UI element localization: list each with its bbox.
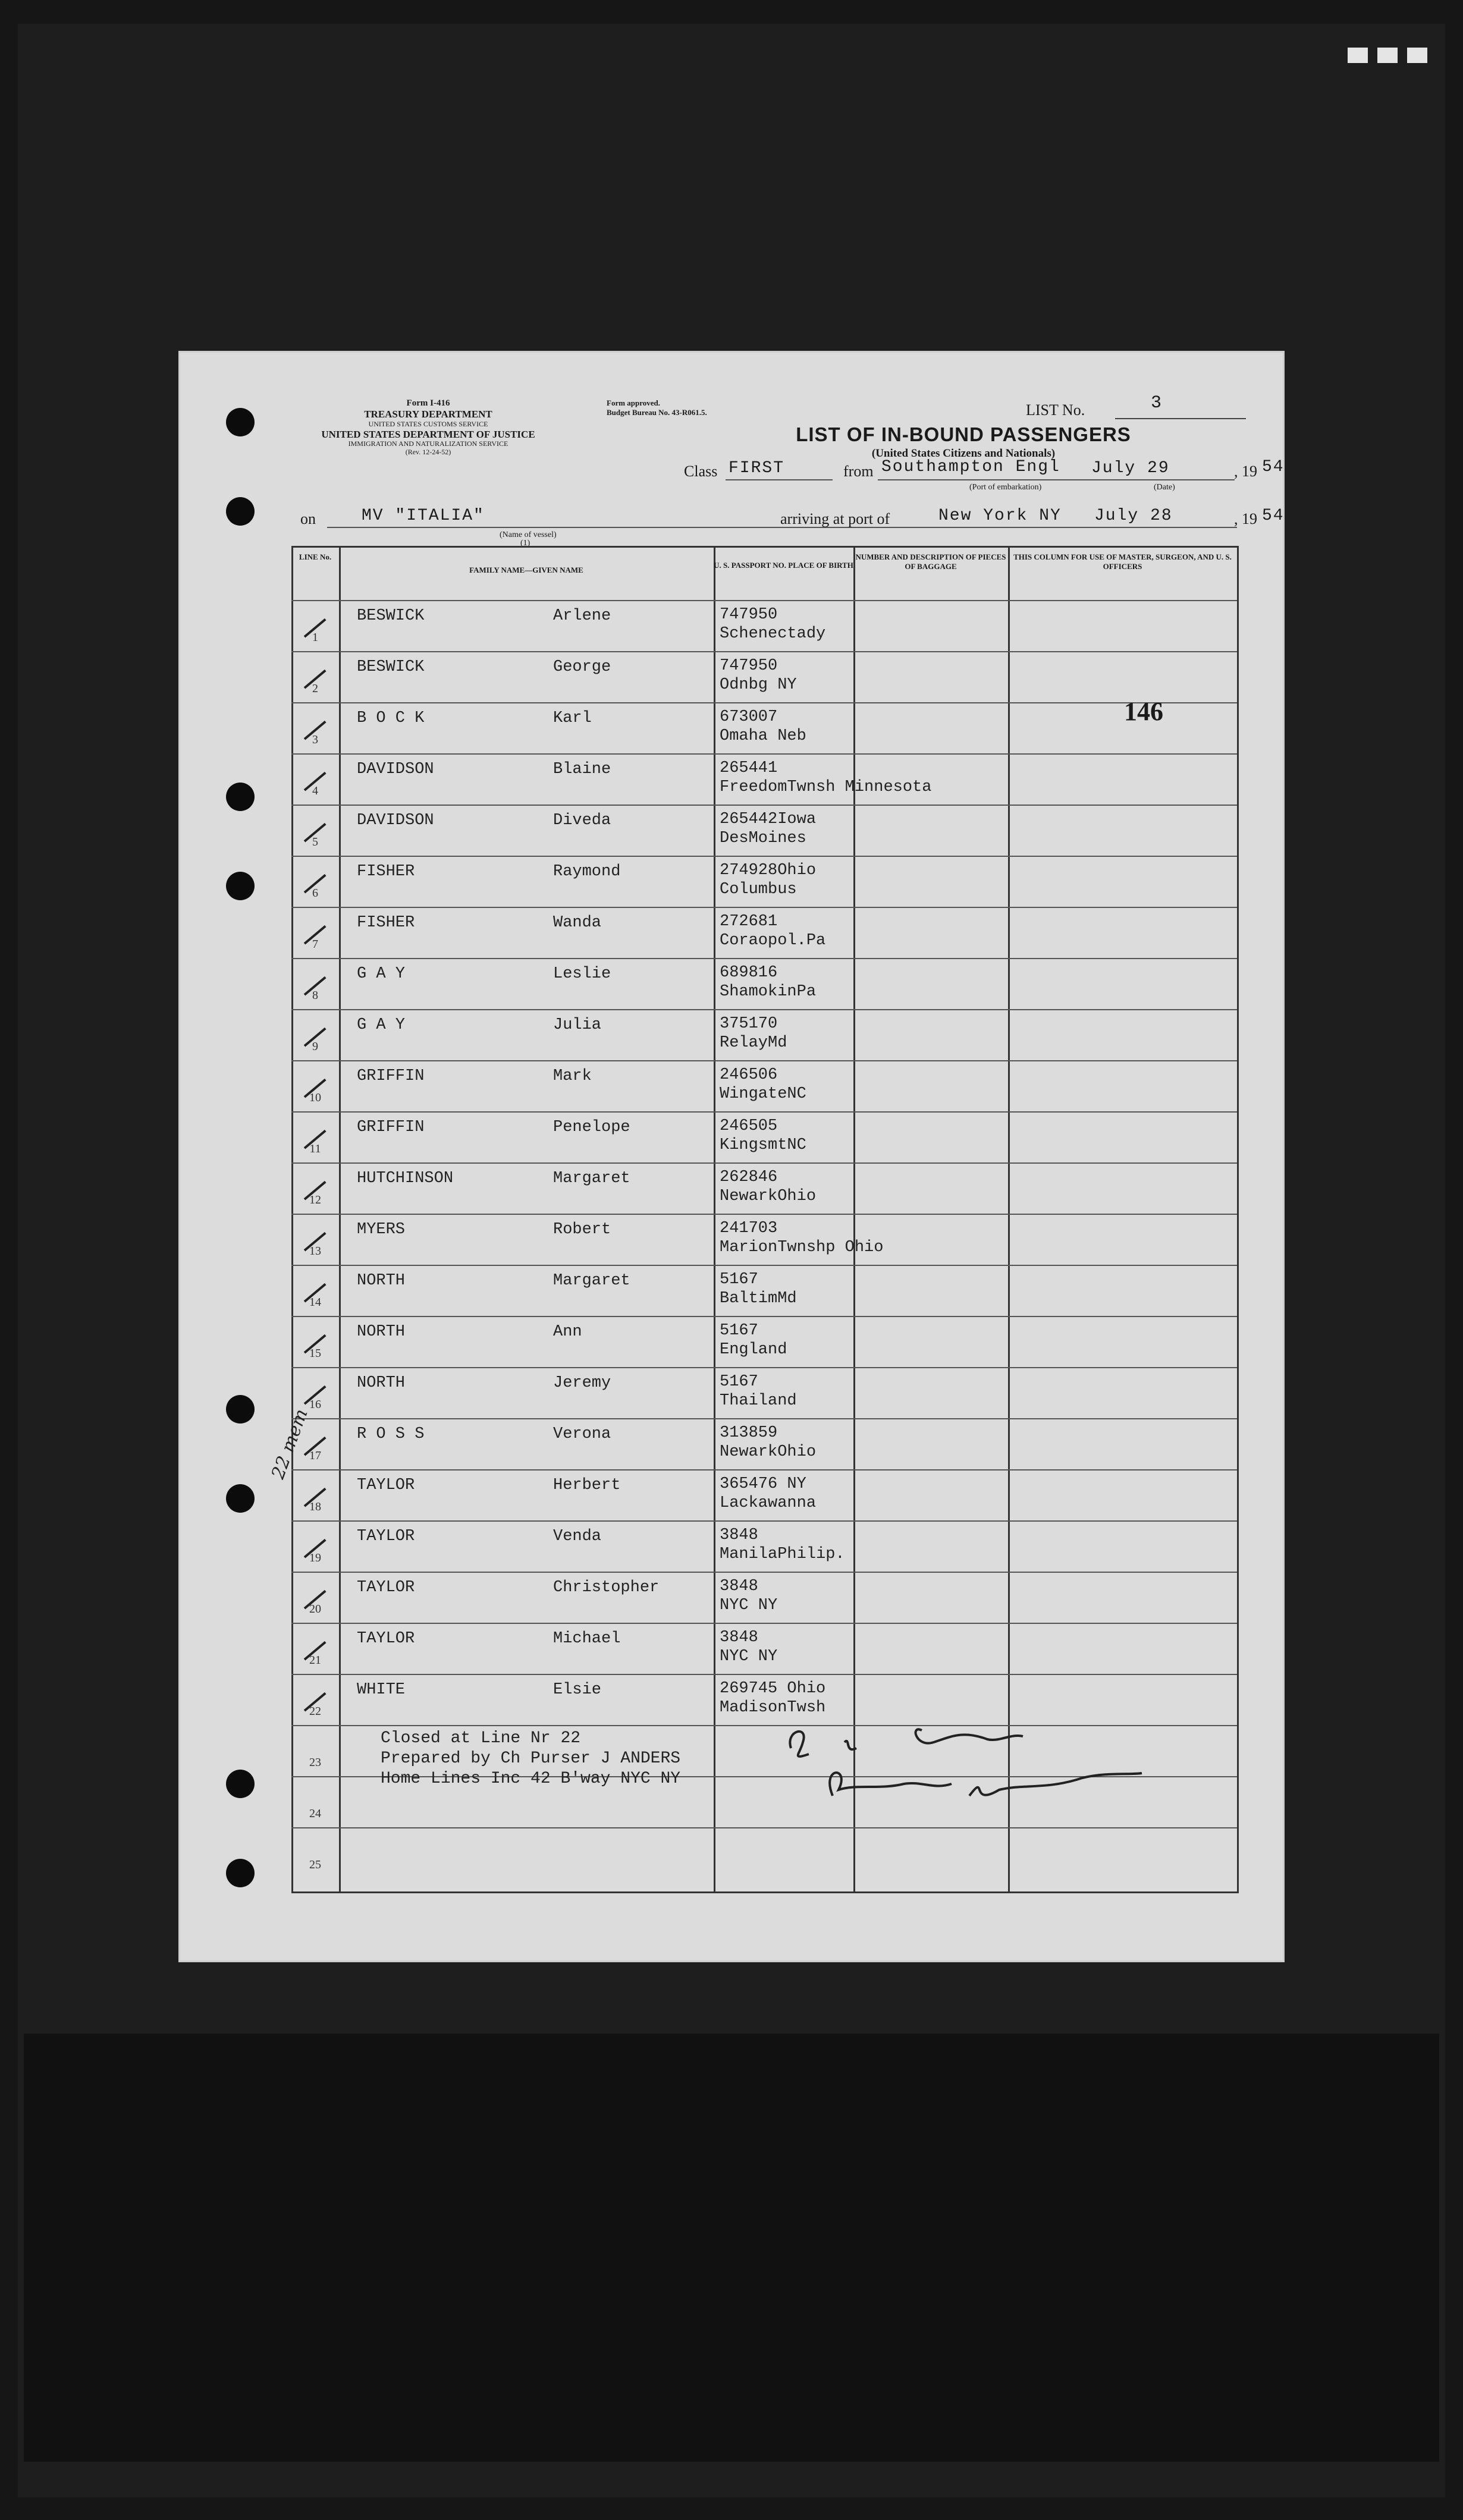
given-name: Arlene — [553, 607, 611, 625]
given-name: Julia — [553, 1016, 602, 1034]
arriving-label: arriving at port of — [780, 510, 890, 527]
passport-number: 375170 — [720, 1015, 778, 1033]
place-of-birth: NYC NY — [720, 1597, 778, 1614]
place-of-birth: Columbus — [720, 881, 797, 898]
line-number: 6 — [312, 887, 318, 900]
table-row — [291, 1367, 1237, 1419]
place-of-birth: Thailand — [720, 1392, 797, 1410]
given-name: Robert — [553, 1221, 611, 1239]
table-row — [291, 1060, 1237, 1113]
customs-service: UNITED STATES CUSTOMS SERVICE — [368, 419, 488, 428]
col-baggage: NUMBER AND DESCRIPTION OF PIECES OF BAGGAGE — [855, 552, 1006, 571]
place-of-birth: NewarkOhio — [720, 1187, 817, 1205]
passport-number: 747950 — [720, 657, 778, 675]
line-number: 11 — [309, 1142, 321, 1155]
place-of-birth: Omaha Neb — [720, 727, 806, 745]
passport-number: 241703 — [720, 1220, 778, 1237]
place-of-birth: KingsmtNC — [720, 1136, 806, 1154]
place-of-birth: Lackawanna — [720, 1494, 817, 1512]
family-name: WHITE — [357, 1681, 406, 1699]
table-row — [291, 600, 1237, 652]
class-value: FIRST — [729, 459, 785, 477]
punch-hole — [226, 872, 255, 900]
vessel-name: MV "ITALIA" — [362, 507, 485, 525]
given-name: Penelope — [553, 1118, 630, 1136]
passport-number: 5167 — [720, 1322, 758, 1340]
given-name: Raymond — [553, 863, 621, 881]
line-number: 5 — [312, 835, 318, 849]
given-name: George — [553, 658, 611, 676]
place-of-birth: ManilaPhilip. — [720, 1545, 845, 1563]
family-name: MYERS — [357, 1221, 406, 1239]
table-row — [291, 651, 1237, 703]
table-row — [291, 1162, 1237, 1215]
table-row — [291, 753, 1237, 806]
arrival-port: New York NY — [938, 507, 1062, 525]
port-of-embarkation: Southampton Engl — [881, 458, 1060, 476]
line-number: 20 — [309, 1603, 321, 1616]
place-of-birth: ShamokinPa — [720, 983, 817, 1001]
table-row — [291, 856, 1237, 908]
line-number: 1 — [312, 631, 318, 644]
given-name: Venda — [553, 1528, 602, 1545]
family-name: TAYLOR — [357, 1630, 415, 1648]
place-of-birth: WingateNC — [720, 1085, 806, 1103]
passport-number: 269745 Ohio — [720, 1680, 826, 1698]
table-row — [291, 1623, 1237, 1675]
line-number: 24 — [309, 1807, 321, 1820]
table-row — [291, 1418, 1237, 1470]
place-of-birth: NYC NY — [720, 1648, 778, 1666]
punch-hole — [226, 783, 255, 811]
treasury-dept: TREASURY DEPARTMENT — [364, 409, 492, 420]
line-number: 4 — [312, 784, 318, 797]
passport-number: 246505 — [720, 1117, 778, 1135]
table-row — [291, 907, 1237, 959]
line-number: 25 — [309, 1858, 321, 1871]
passport-number: 265441 — [720, 759, 778, 777]
place-of-birth: RelayMd — [720, 1034, 787, 1052]
given-name: Herbert — [553, 1476, 621, 1494]
passport-number: 274928Ohio — [720, 862, 817, 879]
place-of-birth: DesMoines — [720, 829, 806, 847]
given-name: Mark — [553, 1067, 592, 1085]
manifest-page — [178, 351, 1285, 1962]
table-row — [291, 1520, 1237, 1573]
closing-line-2: Prepared by Ch Purser J ANDERS — [381, 1749, 681, 1768]
immigration-service: IMMIGRATION AND NATURALIZATION SERVICE — [348, 439, 508, 448]
family-name: NORTH — [357, 1374, 406, 1392]
passport-number: 365476 NY — [720, 1475, 806, 1493]
table-row — [291, 1469, 1237, 1522]
given-name: Blaine — [553, 761, 611, 778]
date-note: (Date) — [1154, 483, 1175, 492]
given-name: Diveda — [553, 812, 611, 829]
family-name: G A Y — [357, 965, 406, 983]
line-number: 15 — [309, 1347, 321, 1360]
given-name: Margaret — [553, 1170, 630, 1187]
family-name: BESWICK — [357, 658, 425, 676]
line-number: 18 — [309, 1500, 321, 1513]
from-year-prefix: , 19 — [1234, 463, 1257, 480]
passenger-table — [291, 546, 1239, 1893]
family-name: GRIFFIN — [357, 1067, 425, 1085]
from-label: from — [843, 463, 874, 480]
line-number: 2 — [312, 682, 318, 695]
film-strip-dark — [24, 2034, 1439, 2462]
budget-text: Budget Bureau No. 43-R061.5. — [607, 407, 707, 417]
line-number: 14 — [309, 1296, 321, 1309]
place-of-birth: Schenectady — [720, 625, 826, 643]
place-of-birth: Odnbg NY — [720, 676, 797, 694]
family-name: DAVIDSON — [357, 761, 434, 778]
place-of-birth: FreedomTwnsh Minnesota — [720, 778, 932, 796]
place-of-birth: MadisonTwsh — [720, 1699, 826, 1717]
line-number: 9 — [312, 1040, 318, 1053]
inspector-signature — [773, 1707, 1160, 1825]
place-of-birth: Coraopol.Pa — [720, 932, 826, 950]
form-approval — [607, 398, 785, 417]
table-row — [291, 1572, 1237, 1624]
family-name: B O C K — [357, 709, 425, 727]
family-name: DAVIDSON — [357, 812, 434, 829]
family-name: NORTH — [357, 1272, 406, 1290]
approved-text: Form approved. — [607, 398, 661, 407]
family-name: G A Y — [357, 1016, 406, 1034]
given-name: Leslie — [553, 965, 611, 983]
table-row — [291, 1265, 1237, 1317]
family-name: FISHER — [357, 863, 415, 881]
line-number: 17 — [309, 1449, 321, 1462]
passport-number: 5167 — [720, 1373, 758, 1391]
place-of-birth: BaltimMd — [720, 1290, 797, 1308]
family-name: FISHER — [357, 914, 415, 932]
list-number — [1026, 393, 1162, 419]
table-row — [291, 1009, 1237, 1061]
film-corner-marks — [1348, 48, 1427, 63]
family-name: NORTH — [357, 1323, 406, 1341]
arrival-year-prefix: , 19 — [1234, 510, 1257, 527]
line-number: 8 — [312, 989, 318, 1002]
vessel-col-num: (1) — [520, 539, 530, 548]
given-name: Elsie — [553, 1681, 602, 1699]
embarkation-date: July 29 — [1091, 459, 1170, 477]
line-number: 16 — [309, 1398, 321, 1411]
given-name: Christopher — [553, 1579, 660, 1597]
passport-number: 246506 — [720, 1066, 778, 1084]
vessel-note: (Name of vessel) — [500, 530, 557, 539]
port-embark-note: (Port of embarkation) — [969, 483, 1042, 492]
col-passport: U. S. PASSPORT NO. PLACE OF BIRTH — [714, 561, 853, 570]
list-no-value: 3 — [1151, 393, 1162, 413]
table-row — [291, 1316, 1237, 1368]
given-name: Wanda — [553, 914, 602, 932]
class-label: Class — [684, 463, 718, 480]
table-row — [291, 805, 1237, 857]
punch-hole — [226, 497, 255, 526]
margin-handwritten-note: 22 mem — [268, 1406, 312, 1482]
punch-hole — [226, 1395, 255, 1424]
family-name: TAYLOR — [357, 1528, 415, 1545]
given-name: Jeremy — [553, 1374, 611, 1392]
col-officers: THIS COLUMN FOR USE OF MASTER, SURGEON, AND U. S. OFFICERS — [1013, 552, 1232, 571]
passport-number: 3848 — [720, 1526, 758, 1544]
table-row — [291, 1827, 1237, 1880]
document-title: LIST OF IN-BOUND PASSENGERS — [796, 423, 1131, 445]
family-name: R O S S — [357, 1425, 425, 1443]
passport-number: 272681 — [720, 913, 778, 931]
col-name: FAMILY NAME—GIVEN NAME — [469, 565, 583, 574]
given-name: Michael — [553, 1630, 621, 1648]
given-name: Margaret — [553, 1272, 630, 1290]
table-row — [291, 702, 1237, 755]
given-name: Ann — [553, 1323, 582, 1341]
place-of-birth: England — [720, 1341, 787, 1359]
punch-hole — [226, 1770, 255, 1798]
passport-number: 262846 — [720, 1168, 778, 1186]
table-row — [291, 958, 1237, 1010]
passport-number: 747950 — [720, 606, 778, 624]
passport-number: 689816 — [720, 964, 778, 982]
col-line-no: LINE No. — [299, 552, 332, 561]
list-no-label: LIST No. — [1026, 401, 1085, 419]
passport-number: 673007 — [720, 708, 778, 726]
passport-number: 313859 — [720, 1424, 778, 1442]
line-number: 7 — [312, 938, 318, 951]
table-row — [291, 1214, 1237, 1266]
passport-number: 3848 — [720, 1629, 758, 1647]
passport-number: 265442Iowa — [720, 810, 817, 828]
table-row — [291, 1111, 1237, 1164]
punch-hole — [226, 1484, 255, 1513]
from-year: 54 — [1262, 458, 1285, 476]
justice-dept: UNITED STATES DEPARTMENT OF JUSTICE — [321, 428, 535, 440]
line-number: 10 — [309, 1091, 321, 1104]
arrival-year: 54 — [1262, 507, 1285, 525]
line-number: 3 — [312, 733, 318, 746]
place-of-birth: MarionTwnshp Ohio — [720, 1239, 884, 1256]
form-number: Form I-416 — [406, 398, 450, 408]
line-number: 19 — [309, 1551, 321, 1564]
given-name: Karl — [553, 709, 592, 727]
arrival-date: July 28 — [1094, 507, 1173, 525]
given-name: Verona — [553, 1425, 611, 1443]
punch-hole — [226, 408, 255, 436]
closing-line-1: Closed at Line Nr 22 — [381, 1729, 581, 1748]
form-header-left — [285, 398, 571, 457]
line-number: 13 — [309, 1245, 321, 1258]
form-revision: (Rev. 12-24-52) — [405, 447, 451, 456]
place-of-birth: NewarkOhio — [720, 1443, 817, 1461]
line-number: 22 — [309, 1705, 321, 1718]
punch-hole — [226, 1859, 255, 1887]
family-name: TAYLOR — [357, 1579, 415, 1597]
line-number: 21 — [309, 1654, 321, 1667]
passport-number: 5167 — [720, 1271, 758, 1289]
on-label: on — [300, 510, 316, 527]
family-name: BESWICK — [357, 607, 425, 625]
document-subtitle: (United States Citizens and Nationals) — [871, 447, 1056, 460]
family-name: GRIFFIN — [357, 1118, 425, 1136]
family-name: TAYLOR — [357, 1476, 415, 1494]
family-name: HUTCHINSON — [357, 1170, 454, 1187]
officer-stamp-number: 146 — [1124, 697, 1163, 726]
passport-number: 3848 — [720, 1578, 758, 1595]
closing-line-3: Home Lines Inc 42 B'way NYC NY — [381, 1770, 681, 1788]
line-number: 23 — [309, 1756, 321, 1769]
line-number: 12 — [309, 1193, 321, 1206]
